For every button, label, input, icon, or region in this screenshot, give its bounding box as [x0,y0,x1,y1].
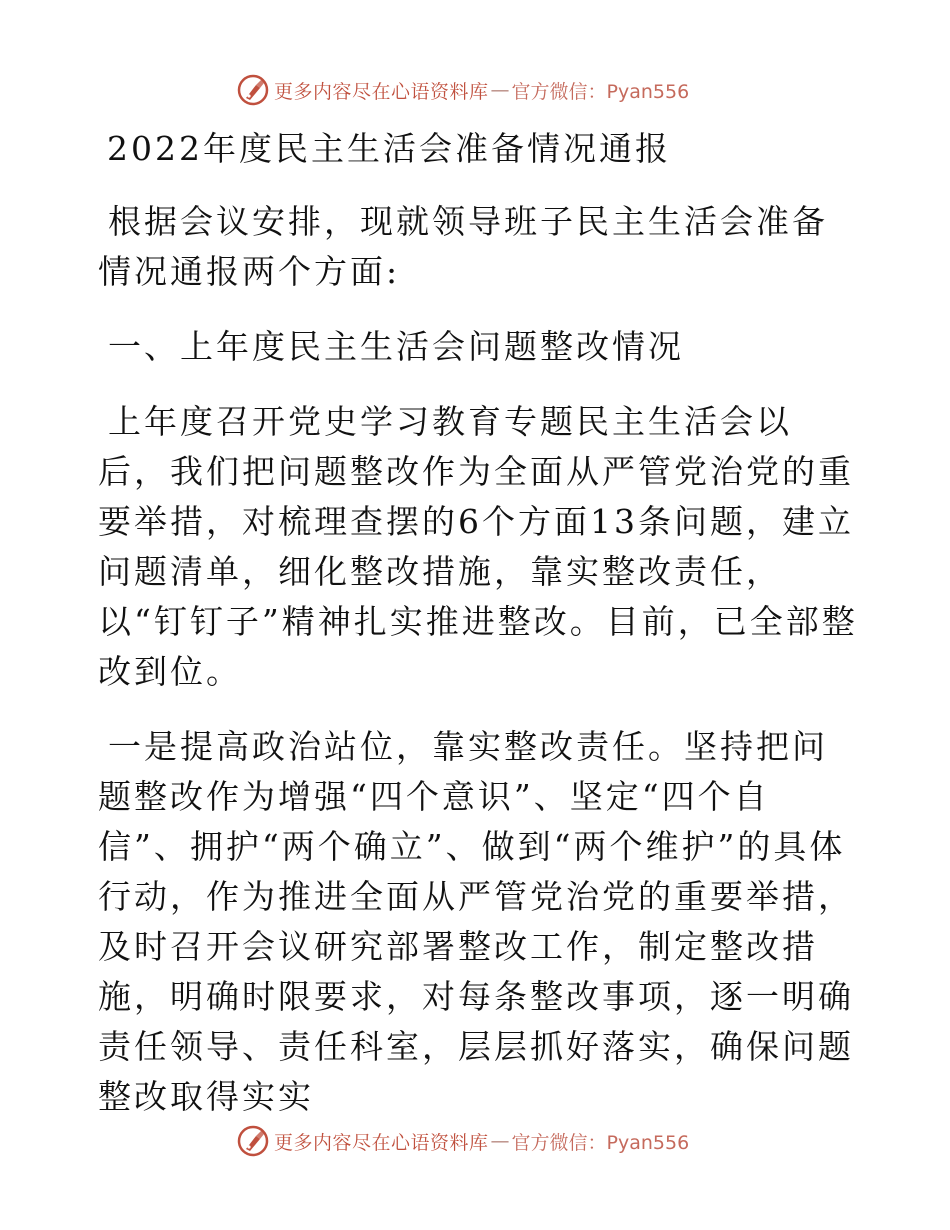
document-title: 2022年度民主生活会准备情况通报 [107,129,671,168]
paragraph-political-standing: 一是提高政治站位，靠实整改责任。坚持把问题整改作为增强“四个意识”、坚定“四个自信”、拥护“两个确立”、做到“两个维护”的具体行动，作为推进全面从严管党治党的重要举措，及时召开会议研究部署整改工作，制定整改措施，明确时限要求，对每条整改事项，逐一明确责任领导、责任科室，层层抓好落实，确保问题整改取得实实 [98,727,854,1116]
paragraph-rectification-summary: 上年度召开党史学习教育专题民主生活会以后，我们把问题整改作为全面从严管党治党的重要举措，对梳理查摆的6个方面13条问题，建立问题清单，细化整改措施，靠实整改责任，以“钉钉子”精神扎实推进整改。目前，已全部整改到位。 [98,402,858,691]
watermark-banner-bottom [236,1124,689,1158]
watermark-site-text: 更多内容尽在心语资料库 [274,1131,489,1154]
watermark-banner-top [236,73,689,107]
pen-nib-icon [236,1124,270,1158]
intro-paragraph: 根据会议安排，现就领导班子民主生活会准备情况通报两个方面: [98,202,828,291]
section-heading-1: 一、上年度民主生活会问题整改情况 [108,327,684,366]
document-body [98,124,858,1147]
watermark-separator: — [490,1130,510,1152]
watermark-separator: — [490,79,510,101]
pen-nib-icon [236,73,270,107]
watermark-wechat: 官方微信：Pyan556 [511,1131,690,1154]
watermark-site-text: 更多内容尽在心语资料库 [274,80,489,103]
watermark-wechat: 官方微信：Pyan556 [511,80,690,103]
